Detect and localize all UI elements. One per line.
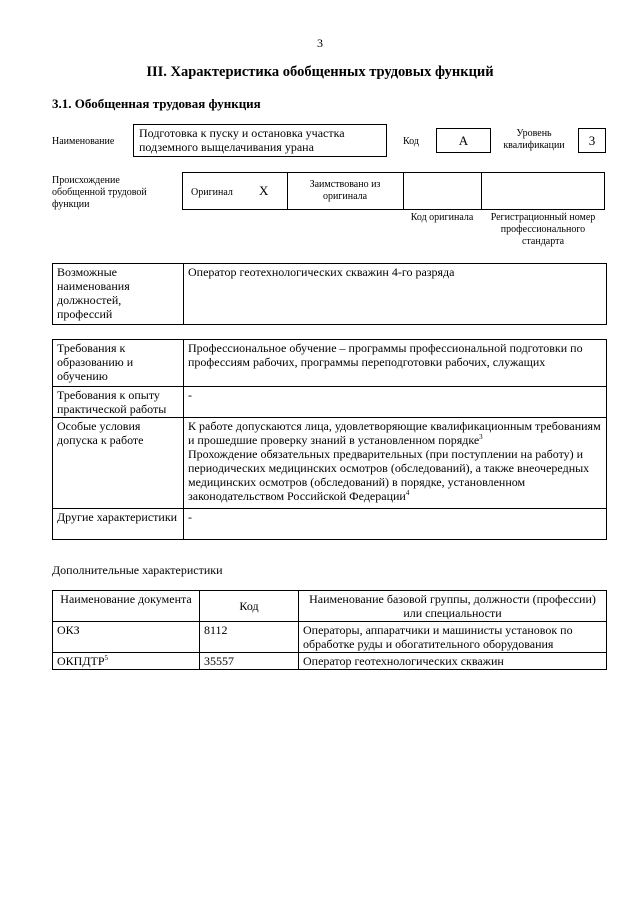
borrowed-label: Заимствовано из оригинала xyxy=(309,179,381,202)
row-code: 8112 xyxy=(200,622,299,653)
reg-number-caption: Регистрационный номер профессионального стандарта xyxy=(490,212,596,247)
positions-label: Возможные наименования должностей, профессий xyxy=(53,264,184,325)
footnote-ref: 4 xyxy=(405,489,410,497)
footnote-ref: 3 xyxy=(479,433,483,441)
name-label: Наименование xyxy=(52,136,115,147)
code-original-caption: Код оригинала xyxy=(410,212,474,223)
code-box xyxy=(436,128,491,153)
requirement-value: Профессиональное обучение – программы профессиональной подготовки по профессиям рабочих, программы переподготовки рабочих, служащих xyxy=(184,340,607,387)
requirement-value xyxy=(184,418,607,509)
divider xyxy=(481,173,482,209)
requirements-table xyxy=(52,339,607,540)
level-value: 3 xyxy=(588,133,596,148)
original-label: Оригинал xyxy=(191,187,233,198)
additional-title: Дополнительные характеристики xyxy=(52,563,223,577)
requirement-value: - xyxy=(184,509,607,540)
doc-name: ОКПДТР xyxy=(57,654,105,668)
admission-text: К работе допускаются лица, удовлетворяющие квалификационным требованиям и прошедшие проверку знаний в установленном порядке xyxy=(188,419,601,447)
additional-table xyxy=(52,590,607,670)
medical-text: Прохождение обязательных предварительных (при поступлении на работу) и периодических медицинских осмотров (обследований), а также внеочередных медицинских осмотров (обследований) в порядке, установленном законодательством Российской Федерации xyxy=(188,447,590,503)
row-code: 35557 xyxy=(200,653,299,670)
requirement-value: - xyxy=(184,387,607,418)
positions-value: Оператор геотехнологических скважин 4-го разряда xyxy=(184,264,607,325)
level-box xyxy=(578,128,606,153)
original-mark: X xyxy=(259,183,269,198)
row-name: Оператор геотехнологических скважин xyxy=(299,653,607,670)
code-value: А xyxy=(458,133,469,148)
requirement-label: Требования к опыту практической работы xyxy=(53,387,184,418)
positions-table xyxy=(52,263,607,325)
row-doc: ОКЗ xyxy=(53,622,200,653)
requirement-label: Особые условия допуска к работе xyxy=(53,418,184,509)
page-number: 3 xyxy=(317,36,323,50)
subsection-title: 3.1. Обобщенная трудовая функция xyxy=(52,96,261,111)
header-code: Код xyxy=(200,591,299,622)
header-doc: Наименование документа xyxy=(53,591,200,622)
row-name: Операторы, аппаратчики и машинисты установок по обработке руды и обогатительного оборудования xyxy=(299,622,607,653)
section-title: III. Характеристика обобщенных трудовых функций xyxy=(146,64,494,80)
header-name: Наименование базовой группы, должности (профессии) или специальности xyxy=(299,591,607,622)
requirement-label: Требования к образованию и обучению xyxy=(53,340,184,387)
level-label: Уровень квалификации xyxy=(503,128,565,151)
requirement-label: Другие характеристики xyxy=(53,509,184,540)
divider xyxy=(403,173,404,209)
divider xyxy=(287,173,288,209)
origin-box xyxy=(182,172,605,210)
function-name-box xyxy=(133,124,387,157)
function-name-value: Подготовка к пуску и остановка участка подземного выщелачивания урана xyxy=(139,126,345,154)
footnote-ref: 5 xyxy=(104,654,109,662)
origin-label: Происхождение обобщенной трудовой функции xyxy=(52,175,147,210)
row-doc xyxy=(53,653,200,670)
code-label: Код xyxy=(403,136,419,147)
